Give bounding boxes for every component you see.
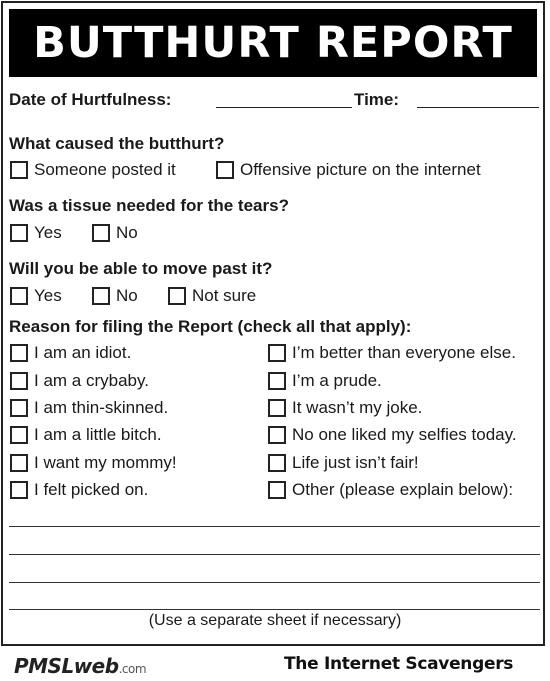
question-cause: What caused the butthurt? — [9, 134, 225, 153]
checkbox[interactable] — [216, 161, 234, 179]
option-label: I am thin-skinned. — [34, 398, 169, 417]
reason-option[interactable] — [10, 480, 148, 500]
option-label: Yes — [34, 223, 62, 242]
option-label: No one liked my selfies today. — [292, 425, 517, 444]
date-field[interactable] — [216, 90, 352, 108]
explanation-line[interactable] — [9, 582, 540, 583]
option-label: No — [116, 286, 138, 305]
checkbox[interactable] — [10, 372, 28, 390]
option-tissue-no[interactable] — [92, 223, 138, 243]
option-move-no[interactable] — [92, 286, 138, 306]
checkbox[interactable] — [10, 454, 28, 472]
checkbox[interactable] — [268, 344, 286, 362]
option-label: I felt picked on. — [34, 480, 149, 499]
checkbox[interactable] — [92, 287, 110, 305]
reason-option[interactable] — [268, 425, 517, 445]
logo-text: PMSLweb — [14, 654, 119, 678]
checkbox[interactable] — [268, 399, 286, 417]
checkbox[interactable] — [10, 481, 28, 499]
option-label: I’m better than everyone else. — [292, 343, 516, 362]
explanation-line[interactable] — [9, 526, 540, 527]
checkbox[interactable] — [10, 287, 28, 305]
option-tissue-yes[interactable] — [10, 223, 62, 243]
option-move-not-sure[interactable] — [168, 286, 256, 306]
option-label: Other (please explain below): — [292, 480, 514, 499]
checkbox[interactable] — [268, 372, 286, 390]
reason-option[interactable] — [268, 480, 513, 500]
option-label: I’m a prude. — [292, 371, 382, 390]
checkbox[interactable] — [10, 399, 28, 417]
option-label: Yes — [34, 286, 62, 305]
option-someone-posted[interactable] — [10, 160, 176, 180]
option-label: I want my mommy! — [34, 453, 177, 472]
pmslweb-logo — [14, 654, 146, 678]
reason-option[interactable] — [268, 453, 419, 473]
option-label: Someone posted it — [34, 160, 176, 179]
reason-option[interactable] — [10, 371, 149, 391]
checkbox[interactable] — [92, 224, 110, 242]
checkbox[interactable] — [10, 161, 28, 179]
date-time-row — [9, 90, 539, 112]
logo-domain: .com — [118, 662, 147, 676]
option-label: Life just isn’t fair! — [292, 453, 419, 472]
option-offensive-picture[interactable] — [216, 160, 481, 180]
option-label: Offensive picture on the internet — [240, 160, 481, 179]
checkbox[interactable] — [268, 426, 286, 444]
reason-option[interactable] — [268, 343, 516, 363]
explanation-line[interactable] — [9, 609, 540, 610]
reason-option[interactable] — [268, 371, 382, 391]
explanation-line[interactable] — [9, 554, 540, 555]
checkbox[interactable] — [10, 224, 28, 242]
option-label: No — [116, 223, 138, 242]
option-label: Not sure — [192, 286, 257, 305]
question-reason: Reason for filing the Report (check all that apply): — [9, 317, 412, 336]
internet-scavengers-logo: The Internet Scavengers — [284, 654, 514, 674]
date-label: Date of Hurtfulness: — [9, 90, 172, 109]
option-move-yes[interactable] — [10, 286, 62, 306]
time-field[interactable] — [417, 90, 539, 108]
option-label: It wasn’t my joke. — [292, 398, 423, 417]
reason-option[interactable] — [10, 398, 168, 418]
option-label: I am a crybaby. — [34, 371, 149, 390]
form-title: BUTTHURT REPORT — [9, 9, 537, 77]
reason-option[interactable] — [268, 398, 422, 418]
time-label: Time: — [354, 90, 400, 109]
reason-option[interactable] — [10, 343, 131, 363]
separate-sheet-note: (Use a separate sheet if necessary) — [148, 612, 402, 629]
reason-option[interactable] — [10, 425, 162, 445]
question-tissue: Was a tissue needed for the tears? — [9, 196, 289, 215]
checkbox[interactable] — [168, 287, 186, 305]
option-label: I am a little bitch. — [34, 425, 162, 444]
checkbox[interactable] — [10, 426, 28, 444]
option-label: I am an idiot. — [34, 343, 132, 362]
reason-option[interactable] — [10, 453, 177, 473]
checkbox[interactable] — [268, 454, 286, 472]
checkbox[interactable] — [10, 344, 28, 362]
checkbox[interactable] — [268, 481, 286, 499]
question-move-past: Will you be able to move past it? — [9, 259, 273, 278]
